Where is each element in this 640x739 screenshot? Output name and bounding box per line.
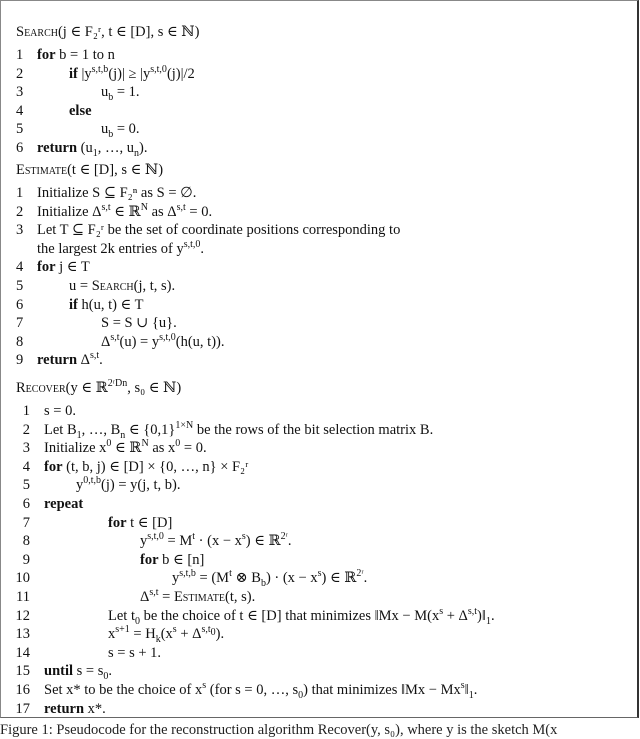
code-text: u = Search(j, t, s). <box>69 278 176 294</box>
line-number: 9 <box>16 352 24 369</box>
code-text: Initialize S ⊆ F₂ⁿ as S = ∅. <box>37 185 197 201</box>
code-text: return Δ$^{s,t}$. <box>37 350 103 369</box>
code-text: if h(u, t) ∈ T <box>69 296 144 313</box>
code-text: return x*. <box>44 700 106 717</box>
line-number: 1 <box>22 403 30 419</box>
line-number: 16 <box>15 682 30 698</box>
line-number: 14 <box>15 644 30 661</box>
line-number: 4 <box>16 259 24 276</box>
line-number: 5 <box>22 477 30 494</box>
code-text: if $|y^{s,t,b}(j)| \ge |y^{s,t,0}(j)|/2$ <box>69 63 195 82</box>
code-text: $x^{s+1} = H_k(x^s + \Delta^{s,t_0})$. <box>108 624 225 646</box>
line-number: 1 <box>16 185 24 201</box>
code-text: for b = 1 to n <box>37 47 115 63</box>
procedure-header-recover: Recover(y ∈ ℝ$^{2ʳDn}$, s₀ ∈ ℕ) <box>16 378 182 396</box>
line-number: 7 <box>16 315 24 332</box>
line-number: 6 <box>16 140 24 156</box>
line-number: 2 <box>16 203 24 220</box>
line-number: 5 <box>16 278 24 294</box>
procedure-header-search: Search(j ∈ F₂ʳ, t ∈ [D], s ∈ ℕ) <box>16 24 200 40</box>
code-text: the largest 2k entries of $y^{s,t,0}$. <box>37 238 205 257</box>
code-text: for (t, b, j) ∈ [D] × {0, …, n} × F₂ʳ <box>44 458 249 475</box>
code-text: $y^{0,t,b}(j) = y(j$, t, b). <box>76 475 181 494</box>
code-text: return ($u_1$, …, $u_n$). <box>37 140 148 159</box>
code-text: else <box>69 102 92 119</box>
line-number: 1 <box>16 47 24 63</box>
code-text: for j ∈ T <box>37 259 90 276</box>
code-text: Initialize $x^0$ ∈ ℝ$^N$ as $x^0 = 0$. <box>44 438 207 457</box>
line-number: 15 <box>15 663 30 680</box>
line-number: 2 <box>16 65 24 82</box>
procedure-header-estimate: Estimate(t ∈ [D], s ∈ ℕ) <box>16 162 164 178</box>
code-text: for b ∈ [n] <box>140 551 205 568</box>
code-text: repeat <box>44 496 84 512</box>
line-number: 5 <box>16 121 24 138</box>
code-text: $u_b = 0$. <box>101 121 140 141</box>
code-text: Let T ⊆ F₂ʳ be the set of coordinate positions corresponding to <box>37 222 401 239</box>
code-text: Let $B_1$, …, $B_n$ ∈ $\{0,1\}^{1\times N}$ be the rows of the bit selection matrix B. <box>44 419 434 441</box>
code-text: $y^{s,t,b} = (M^t$ ⊗ $B_b) \cdot (x - x^s)$ ∈ ℝ$^{2ʳ}$. <box>172 568 368 590</box>
code-text: S = S ∪ {u}. <box>101 315 177 332</box>
code-text: $u_b = 1$. <box>101 84 140 104</box>
code-text: Initialize Δ$^{s,t}$ ∈ ℝ$^N$ as Δ$^{s,t}$ = 0. <box>37 201 213 220</box>
line-number: 2 <box>22 421 30 438</box>
line-number: 17 <box>15 700 30 717</box>
line-number: 12 <box>15 607 30 624</box>
line-number: 10 <box>15 570 30 587</box>
line-number: 11 <box>16 589 30 605</box>
line-number: 7 <box>22 514 30 531</box>
line-number: 3 <box>22 440 30 457</box>
line-number: 3 <box>16 222 24 239</box>
code-text: Let $t_0$ be the choice of t ∈ [D] that minimizes ‖Mx − $M(x^s$ + $\Delta^{s,t})‖_1$. <box>108 605 495 627</box>
code-text: Δ$^{s,t}$ = Estimate(t, s). <box>140 587 256 605</box>
code-text: s = 0. <box>44 403 76 419</box>
code-text: for t ∈ [D] <box>108 514 173 531</box>
code-text: $y^{s,t,0} = M^t \cdot (x - x^s)$ ∈ ℝ$^{2ʳ}$. <box>140 531 292 550</box>
code-text: Set x* to be the choice of $x^s$ (for s = 0, …, $s_0$) that minimizes ‖Mx − $Mx^s‖_1$. <box>44 680 478 701</box>
code-text: until $s = s_0$. <box>44 663 112 683</box>
line-number: 13 <box>15 626 30 643</box>
line-number: 6 <box>22 496 30 512</box>
line-number: 9 <box>22 551 30 568</box>
line-number: 6 <box>16 296 24 313</box>
code-text: $\Delta^{s,t}(u) = y^{s,t,0}(h(u$, t)). <box>101 331 225 350</box>
line-number: 4 <box>22 458 30 475</box>
line-number: 3 <box>16 84 24 101</box>
line-number: 8 <box>16 333 24 350</box>
code-text: s = s + 1. <box>108 644 162 661</box>
line-number: 4 <box>16 102 24 119</box>
line-number: 8 <box>22 533 30 550</box>
figure-caption: Figure 1: Pseudocode for the reconstruction algorithm Recover(y, s₀), where y is the sketch M(x <box>0 722 558 738</box>
